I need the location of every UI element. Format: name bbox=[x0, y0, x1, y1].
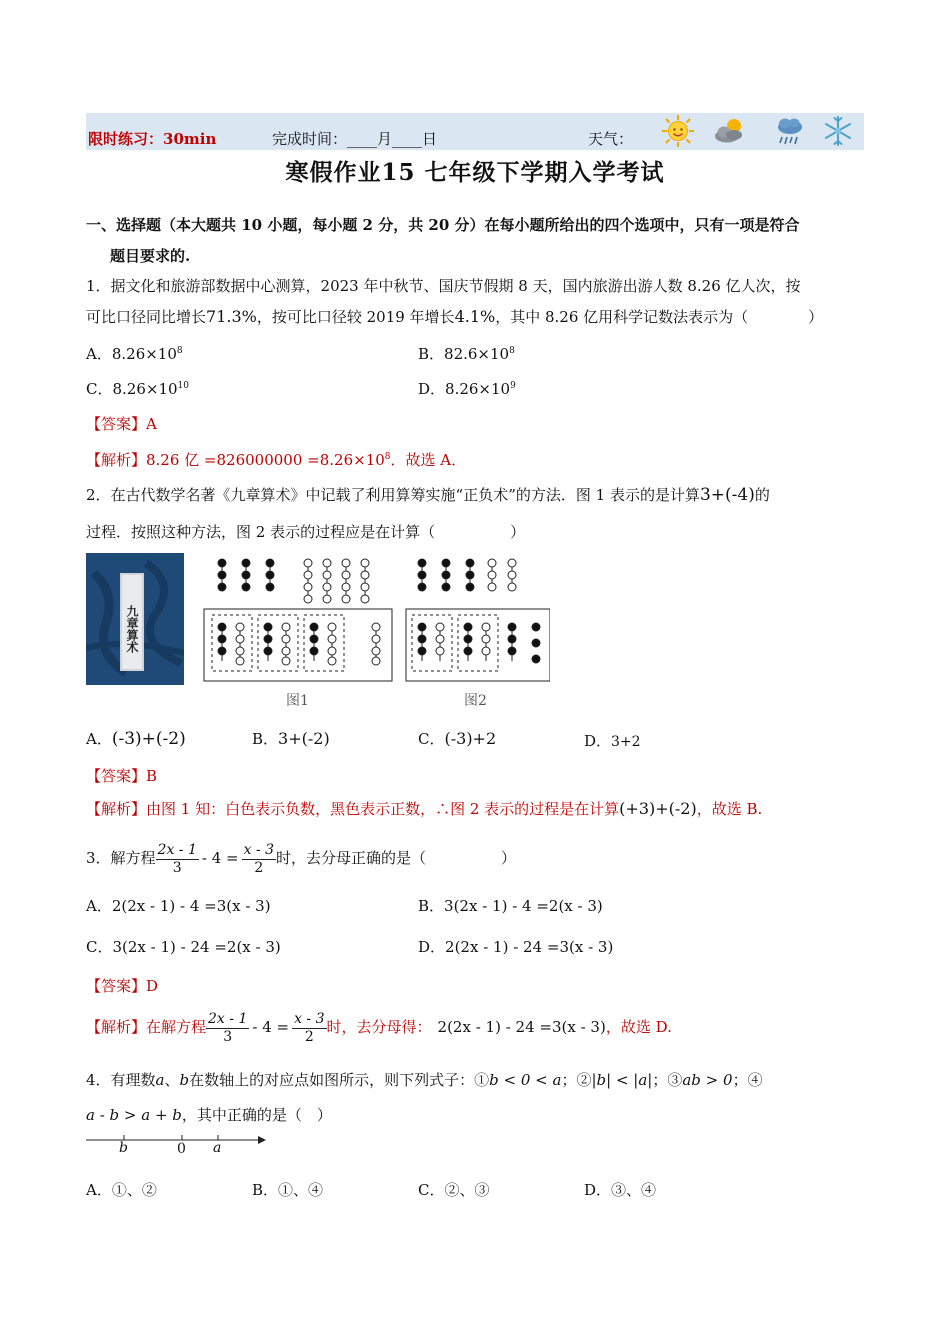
q1-text-b: ，按可比口径较 2019 年增长 bbox=[256, 308, 455, 326]
q3-option-a[interactable]: A．2(2x - 1) - 4 =3(x - 3) bbox=[86, 897, 271, 915]
figure-2-caption: 图2 bbox=[464, 693, 487, 709]
q3-option-b[interactable]: B．3(2x - 1) - 4 =2(x - 3) bbox=[418, 897, 603, 915]
book-title: 九章算术 bbox=[120, 573, 144, 671]
q2-option-a[interactable]: A．(-3)+(-2) bbox=[86, 729, 186, 749]
axis-label-zero: 0 bbox=[177, 1141, 186, 1157]
q3-fraction-2: $\frac{x - 3}{2}$ bbox=[243, 841, 275, 876]
q2-expr: 3+(-4) bbox=[699, 485, 755, 505]
q1-answer: 【答案】A bbox=[86, 415, 157, 433]
fig1-pairs bbox=[218, 623, 380, 665]
figure-1-caption: 图1 bbox=[286, 693, 309, 709]
q3-analysis-fraction-2: $\frac{x - 3}{2}$ bbox=[294, 1010, 325, 1045]
q3-fraction-1: $\frac{2x - 1}{3}$ bbox=[157, 841, 197, 876]
axis-label-b: b bbox=[119, 1140, 128, 1156]
fig1-top-black bbox=[218, 559, 274, 591]
q2-option-d[interactable]: D．3+2 bbox=[584, 732, 641, 750]
section-heading-cont: 题目要求的. bbox=[110, 247, 191, 265]
q4-option-c[interactable]: C．②、③ bbox=[418, 1181, 490, 1199]
q2-option-b[interactable]: B．3+(-2) bbox=[252, 729, 330, 748]
rain-icon bbox=[772, 113, 808, 149]
q1-option-d[interactable]: D．$8.26\times 10^9$ bbox=[418, 380, 516, 398]
q4-option-d[interactable]: D．③、④ bbox=[584, 1181, 657, 1199]
q3-analysis: 【解析】在解方程 $\frac{2x - 1}{3}$ - 4 = $\frac{x - 3}{2}$ 时，去分母得： 2(2x - 1) - 24 =3(x - 3)，故选 D. bbox=[86, 1010, 672, 1045]
q4-stem-line1: 4．有理数a、b在数轴上的对应点如图所示，则下列式子：①b < 0 < a；②|b| < |a|；③ab > 0；④ bbox=[86, 1071, 763, 1089]
number-line bbox=[86, 1128, 266, 1162]
counting-rod-figures bbox=[200, 553, 550, 713]
q1-stem-line2 bbox=[86, 306, 823, 328]
section-heading: 一、选择题（本大题共 10 小题，每小题 2 分，共 20 分）在每小题所给出的四个选项中，只有一项是符合 bbox=[86, 216, 800, 234]
q1-text-c: ，其中 8.26 亿用科学记数法表示为（ ） bbox=[495, 308, 824, 326]
sun-icon bbox=[660, 113, 696, 149]
book-cover-image bbox=[86, 553, 184, 685]
q1-option-c[interactable]: C．$8.26\times 10^{10}$ bbox=[86, 380, 189, 398]
q4-stem-line2: a - b > a + b，其中正确的是（ ） bbox=[86, 1106, 332, 1124]
q1-pct1: 71.3% bbox=[206, 307, 257, 326]
q1-option-b[interactable]: B．$82.6\times 10^8$ bbox=[418, 345, 515, 363]
q1-text-a: 可比口径同比增长 bbox=[86, 308, 207, 326]
completion-time-label: 完成时间：____月____日 bbox=[272, 130, 438, 148]
q3-option-d[interactable]: D．2(2x - 1) - 24 =3(x - 3) bbox=[418, 938, 614, 956]
q2-stem-line1: 2．在古代数学名著《九章算术》中记载了利用算筹实施“正负术”的方法．图 1 表示的是计算3+(-4)的 bbox=[86, 485, 770, 505]
q2-stem-line2: 过程．按照这种方法，图 2 表示的过程应是在计算（ ） bbox=[86, 523, 526, 541]
q1-stem-line1: 1．据文化和旅游部数据中心测算，2023 年中秋节、国庆节假期 8 天，国内旅游出游人数 8.26 亿人次，按 bbox=[86, 277, 801, 295]
fig2-top-white bbox=[488, 559, 516, 591]
q2-analysis: 【解析】由图 1 知：白色表示负数，黑色表示正数，∴图 2 表示的过程是在计算(+3)+(-2)，故选 B. bbox=[86, 799, 763, 818]
weather-label: 天气： bbox=[588, 130, 634, 148]
fig2-top-black bbox=[418, 559, 474, 591]
fig1-top-white bbox=[304, 559, 369, 603]
partly-cloudy-icon bbox=[712, 113, 748, 149]
axis-label-a: a bbox=[213, 1140, 222, 1156]
q2-option-c[interactable]: C．(-3)+2 bbox=[418, 729, 497, 748]
q3-option-c[interactable]: C．3(2x - 1) - 24 =2(x - 3) bbox=[86, 938, 281, 956]
q3-analysis-fraction-1: $\frac{2x - 1}{3}$ bbox=[208, 1010, 248, 1045]
time-limit-label: 限时练习：30min bbox=[88, 130, 217, 148]
q1-pct2: 4.1% bbox=[454, 307, 496, 326]
q3-stem: 3．解方程 $\frac{2x - 1}{3}$ - 4 = $\frac{x - 3}{2}$ 时，去分母正确的是（ ） bbox=[86, 841, 517, 876]
page-title: 寒假作业15 七年级下学期入学考试 bbox=[285, 159, 665, 186]
figure-2 bbox=[406, 559, 550, 681]
fig2-pairs bbox=[418, 623, 540, 663]
q1-option-a[interactable]: A．$8.26\times 10^8$ bbox=[86, 345, 183, 363]
snow-icon bbox=[820, 113, 856, 149]
q2-answer: 【答案】B bbox=[86, 767, 158, 785]
q1-analysis: 【解析】8.26 亿 $=826000000 =8.26\times 10^8$．故选 A． bbox=[86, 451, 467, 469]
q3-answer: 【答案】D bbox=[86, 977, 159, 995]
q4-option-b[interactable]: B．①、④ bbox=[252, 1181, 324, 1199]
figure-1 bbox=[204, 559, 392, 681]
q4-option-a[interactable]: A．①、② bbox=[86, 1181, 157, 1199]
